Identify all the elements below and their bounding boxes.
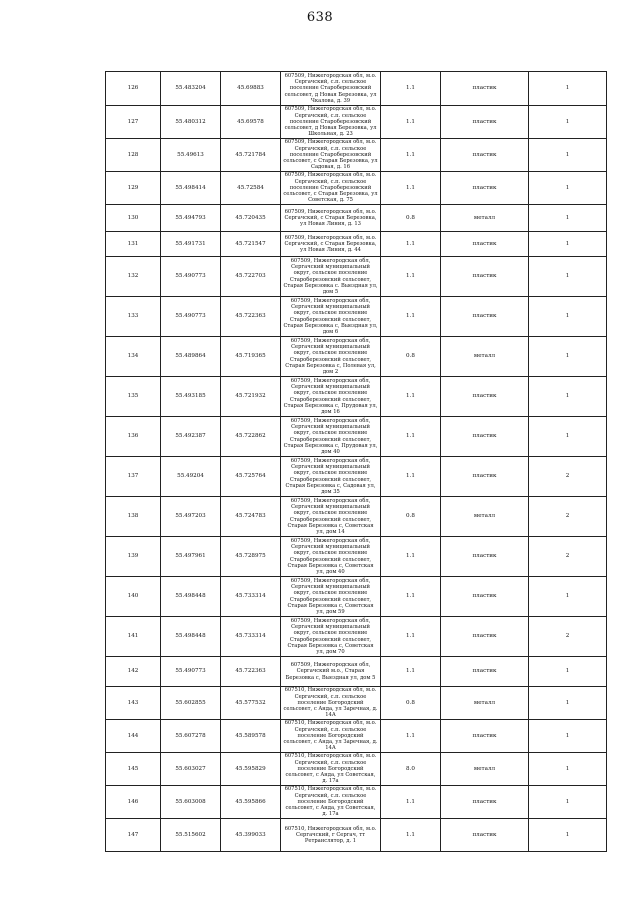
- volume-cell: 0.8: [381, 337, 441, 377]
- latitude-cell: 55.498414: [161, 172, 221, 205]
- material-cell: металл: [441, 687, 529, 720]
- material-cell: пластик: [441, 172, 529, 205]
- container-count-cell: 2: [529, 537, 607, 577]
- material-cell: пластик: [441, 819, 529, 852]
- volume-cell: 8.0: [381, 753, 441, 786]
- table-row: [106, 497, 607, 537]
- address-cell: 607509, Нижегородская обл, м.о. Сергачский, с.п. сельское поселение Старoберезовский сельсовет, с Старая Березовка, ул Садовая, д. 16: [281, 139, 381, 172]
- material-cell: пластик: [441, 720, 529, 753]
- material-cell: пластик: [441, 786, 529, 819]
- material-cell: пластик: [441, 257, 529, 297]
- volume-cell: 1.1: [381, 139, 441, 172]
- row-number-cell: 146: [106, 786, 161, 819]
- container-count-cell: 2: [529, 497, 607, 537]
- address-cell: 607509, Нижегородская обл, м.о. Сергачский, с.п. сельское поселение Старoберезовский сельсовет, д Новая Березовка, ул Чкалова, д. 39: [281, 72, 381, 106]
- table-row: [106, 457, 607, 497]
- longitude-cell: 45.719365: [221, 337, 281, 377]
- volume-cell: 1.1: [381, 577, 441, 617]
- address-cell: 607509, Нижегородская обл, Сергачский муниципальный округ, сельское поселение Старoберезовский сельсовет, Старая Березовка с, Советская ул, дом 14: [281, 497, 381, 537]
- latitude-cell: 55.497961: [161, 537, 221, 577]
- longitude-cell: 45.722363: [221, 657, 281, 687]
- latitude-cell: 55.498448: [161, 617, 221, 657]
- address-cell: 607509, Нижегородская обл, м.о. Сергачский, с Старая Березовка, ул Новая Линия, д. 13: [281, 205, 381, 232]
- longitude-cell: 45.720435: [221, 205, 281, 232]
- row-number-cell: 133: [106, 297, 161, 337]
- row-number-cell: 130: [106, 205, 161, 232]
- address-cell: 607509, Нижегородская обл, Сергачский муниципальный округ, сельское поселение Старoберезовский сельсовет, Старая Березовка с, Прудовая ул, дом 40: [281, 417, 381, 457]
- container-count-cell: 1: [529, 657, 607, 687]
- address-cell: 607509, Нижегородская обл, Сергачский муниципальный округ, сельское поселение Старoберезовский сельсовет, Старая Березовка с, Советская ул, дом 59: [281, 577, 381, 617]
- table-body: [106, 72, 607, 852]
- longitude-cell: 45.399033: [221, 819, 281, 852]
- material-cell: пластик: [441, 106, 529, 139]
- longitude-cell: 45.733314: [221, 617, 281, 657]
- row-number-cell: 134: [106, 337, 161, 377]
- volume-cell: 1.1: [381, 377, 441, 417]
- longitude-cell: 45.721932: [221, 377, 281, 417]
- container-count-cell: 1: [529, 786, 607, 819]
- container-count-cell: 1: [529, 106, 607, 139]
- container-count-cell: 1: [529, 172, 607, 205]
- container-count-cell: 1: [529, 72, 607, 106]
- container-count-cell: 1: [529, 139, 607, 172]
- material-cell: пластик: [441, 577, 529, 617]
- longitude-cell: 45.728975: [221, 537, 281, 577]
- address-cell: 607509, Нижегородская обл, Сергачский муниципальный округ, сельское поселение Старoберезовский сельсовет, Старая Березовка с, Садовая ул, дом 35: [281, 457, 381, 497]
- row-number-cell: 131: [106, 232, 161, 257]
- latitude-cell: 55.491731: [161, 232, 221, 257]
- row-number-cell: 141: [106, 617, 161, 657]
- address-cell: 607509, Нижегородская обл, м.о. Сергачский, с.п. сельское поселение Старoберезовский сельсовет, д Новая Березовка, ул Школьная, д. 23: [281, 106, 381, 139]
- latitude-cell: 55.603027: [161, 753, 221, 786]
- latitude-cell: 55.490773: [161, 257, 221, 297]
- address-cell: 607509, Нижегородская обл, Сергачский муниципальный округ, сельское поселение Старoберезовский сельсовет, Старая Березовка с, Советская ул, дом 40: [281, 537, 381, 577]
- latitude-cell: 55.493185: [161, 377, 221, 417]
- longitude-cell: 45.69883: [221, 72, 281, 106]
- row-number-cell: 135: [106, 377, 161, 417]
- table-row: [106, 139, 607, 172]
- address-cell: 607509, Нижегородская обл, Сергачский муниципальный округ, сельское поселение Старoберезовский сельсовет, Старая Березовка с, Советская ул, дом 70: [281, 617, 381, 657]
- longitude-cell: 45.577532: [221, 687, 281, 720]
- container-count-cell: 1: [529, 753, 607, 786]
- table-row: [106, 577, 607, 617]
- container-count-cell: 1: [529, 377, 607, 417]
- page-number: 638: [306, 10, 334, 25]
- container-sites-table: [105, 71, 607, 852]
- table-row: [106, 172, 607, 205]
- table-row: [106, 106, 607, 139]
- row-number-cell: 143: [106, 687, 161, 720]
- container-count-cell: 2: [529, 457, 607, 497]
- table-row: [106, 617, 607, 657]
- row-number-cell: 132: [106, 257, 161, 297]
- table-row: [106, 720, 607, 753]
- latitude-cell: 55.490773: [161, 297, 221, 337]
- material-cell: пластик: [441, 537, 529, 577]
- volume-cell: 1.1: [381, 257, 441, 297]
- table-row: [106, 232, 607, 257]
- latitude-cell: 55.607278: [161, 720, 221, 753]
- material-cell: пластик: [441, 232, 529, 257]
- volume-cell: 1.1: [381, 786, 441, 819]
- latitude-cell: 55.489864: [161, 337, 221, 377]
- material-cell: металл: [441, 497, 529, 537]
- material-cell: пластик: [441, 617, 529, 657]
- volume-cell: 1.1: [381, 297, 441, 337]
- latitude-cell: 55.494793: [161, 205, 221, 232]
- latitude-cell: 55.515602: [161, 819, 221, 852]
- volume-cell: 1.1: [381, 457, 441, 497]
- longitude-cell: 45.721784: [221, 139, 281, 172]
- longitude-cell: 45.595829: [221, 753, 281, 786]
- container-count-cell: 1: [529, 337, 607, 377]
- material-cell: пластик: [441, 139, 529, 172]
- row-number-cell: 127: [106, 106, 161, 139]
- table-row: [106, 786, 607, 819]
- row-number-cell: 137: [106, 457, 161, 497]
- longitude-cell: 45.595866: [221, 786, 281, 819]
- row-number-cell: 128: [106, 139, 161, 172]
- volume-cell: 1.1: [381, 72, 441, 106]
- material-cell: пластик: [441, 657, 529, 687]
- material-cell: пластик: [441, 377, 529, 417]
- address-cell: 607509, Нижегородская обл, Сергачский муниципальный округ, сельское поселение Старoберезовский сельсовет, Старая Березовка с, Прудовая ул, дом 16: [281, 377, 381, 417]
- volume-cell: 1.1: [381, 537, 441, 577]
- row-number-cell: 136: [106, 417, 161, 457]
- container-count-cell: 1: [529, 720, 607, 753]
- latitude-cell: 55.483204: [161, 72, 221, 106]
- material-cell: металл: [441, 753, 529, 786]
- row-number-cell: 129: [106, 172, 161, 205]
- table-row: [106, 687, 607, 720]
- material-cell: пластик: [441, 297, 529, 337]
- container-count-cell: 1: [529, 205, 607, 232]
- container-count-cell: 1: [529, 297, 607, 337]
- table-row: [106, 257, 607, 297]
- volume-cell: 0.8: [381, 205, 441, 232]
- container-count-cell: 1: [529, 232, 607, 257]
- volume-cell: 1.1: [381, 819, 441, 852]
- volume-cell: 0.8: [381, 687, 441, 720]
- row-number-cell: 139: [106, 537, 161, 577]
- container-count-cell: 1: [529, 687, 607, 720]
- row-number-cell: 145: [106, 753, 161, 786]
- container-count-cell: 2: [529, 617, 607, 657]
- latitude-cell: 55.49204: [161, 457, 221, 497]
- address-cell: 607509, Нижегородская обл, Сергачский муниципальный округ, сельское поселение Старoберезовский сельсовет, Старая Березовка с, Выездная ул, дом 6: [281, 297, 381, 337]
- address-cell: 607510, Нижегородская обл, м.о. Сергачский, с.п. сельское поселение Богородский сельсовет, с Анда, ул Советская, д. 17а: [281, 753, 381, 786]
- container-count-cell: 1: [529, 257, 607, 297]
- row-number-cell: 126: [106, 72, 161, 106]
- longitude-cell: 45.69578: [221, 106, 281, 139]
- longitude-cell: 45.72584: [221, 172, 281, 205]
- longitude-cell: 45.725764: [221, 457, 281, 497]
- latitude-cell: 55.603008: [161, 786, 221, 819]
- table-row: [106, 819, 607, 852]
- material-cell: металл: [441, 205, 529, 232]
- longitude-cell: 45.724783: [221, 497, 281, 537]
- volume-cell: 1.1: [381, 720, 441, 753]
- table-row: [106, 657, 607, 687]
- longitude-cell: 45.722862: [221, 417, 281, 457]
- table-row: [106, 377, 607, 417]
- volume-cell: 1.1: [381, 617, 441, 657]
- latitude-cell: 55.602855: [161, 687, 221, 720]
- row-number-cell: 144: [106, 720, 161, 753]
- address-cell: 607510, Нижегородская обл, м.о. Сергачский, с.п. сельское поселение Богородский сельсовет, с Анда, ул Заречная, д. 14А: [281, 687, 381, 720]
- volume-cell: 1.1: [381, 417, 441, 457]
- row-number-cell: 138: [106, 497, 161, 537]
- row-number-cell: 147: [106, 819, 161, 852]
- latitude-cell: 55.498448: [161, 577, 221, 617]
- address-cell: 607510, Нижегородская обл, м.о. Сергачский, г Сергач, тт Ретранслятор, д. 1: [281, 819, 381, 852]
- container-count-cell: 1: [529, 577, 607, 617]
- longitude-cell: 45.721547: [221, 232, 281, 257]
- address-cell: 607509, Нижегородская обл, Сергачский м.о., Старая Березовка с, Выездная ул, дом 5: [281, 657, 381, 687]
- address-cell: 607510, Нижегородская обл, м.о. Сергачский, с.п. сельское поселение Богородский сельсовет, с Анда, ул Заречная, д. 14А: [281, 720, 381, 753]
- longitude-cell: 45.589578: [221, 720, 281, 753]
- table-row: [106, 337, 607, 377]
- table-row: [106, 417, 607, 457]
- longitude-cell: 45.733314: [221, 577, 281, 617]
- longitude-cell: 45.722363: [221, 297, 281, 337]
- latitude-cell: 55.49613: [161, 139, 221, 172]
- volume-cell: 1.1: [381, 232, 441, 257]
- table-row: [106, 297, 607, 337]
- volume-cell: 1.1: [381, 657, 441, 687]
- latitude-cell: 55.497203: [161, 497, 221, 537]
- row-number-cell: 142: [106, 657, 161, 687]
- row-number-cell: 140: [106, 577, 161, 617]
- volume-cell: 1.1: [381, 172, 441, 205]
- table-row: [106, 537, 607, 577]
- volume-cell: 0.8: [381, 497, 441, 537]
- address-cell: 607509, Нижегородская обл, м.о. Сергачский, с Старая Березовка, ул Новая Линия, д. 44: [281, 232, 381, 257]
- container-count-cell: 1: [529, 819, 607, 852]
- latitude-cell: 55.492387: [161, 417, 221, 457]
- table-row: [106, 72, 607, 106]
- address-cell: 607509, Нижегородская обл, м.о. Сергачский, с.п. сельское поселение Старoберезовский сельсовет, с Старая Березовка, ул Советская, д. 75: [281, 172, 381, 205]
- volume-cell: 1.1: [381, 106, 441, 139]
- address-cell: 607510, Нижегородская обл, м.о. Сергачский, с.п. сельское поселение Богородский сельсовет, с Анда, ул Советская, д. 17а: [281, 786, 381, 819]
- container-count-cell: 1: [529, 417, 607, 457]
- material-cell: пластик: [441, 417, 529, 457]
- longitude-cell: 45.722703: [221, 257, 281, 297]
- material-cell: пластик: [441, 457, 529, 497]
- address-cell: 607509, Нижегородская обл, Сергачский муниципальный округ, сельское поселение Старoберезовский сельсовет, Старая Березовка с. Выездная ул, дом 5: [281, 257, 381, 297]
- table-row: [106, 205, 607, 232]
- address-cell: 607509, Нижегородская обл, Сергачский муниципальный округ, сельское поселение Старoберезовский сельсовет, Старая Березовка с, Полевая ул, дом 2: [281, 337, 381, 377]
- material-cell: металл: [441, 337, 529, 377]
- latitude-cell: 55.480312: [161, 106, 221, 139]
- latitude-cell: 55.490773: [161, 657, 221, 687]
- table-row: [106, 753, 607, 786]
- material-cell: пластик: [441, 72, 529, 106]
